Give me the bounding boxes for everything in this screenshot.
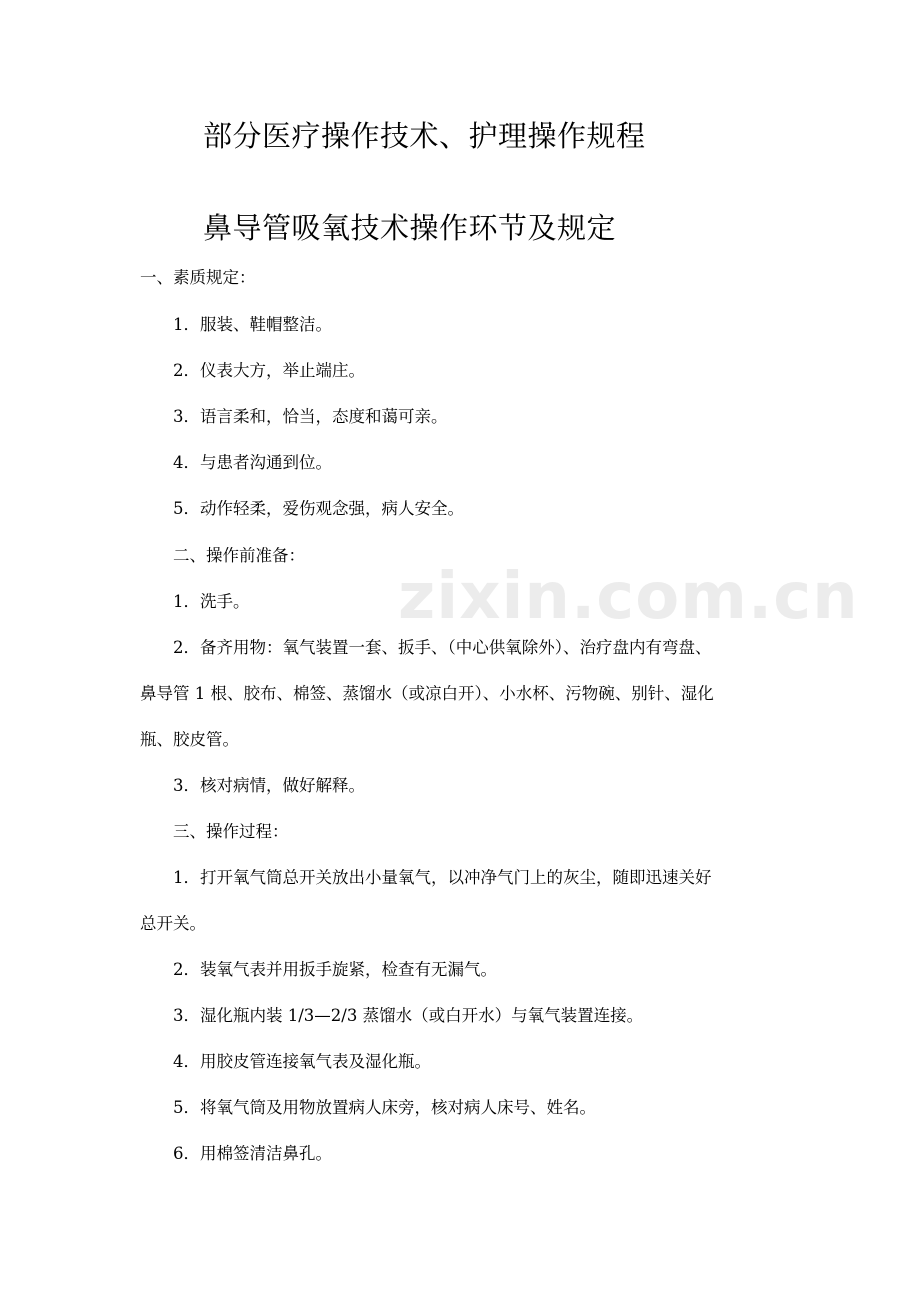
list-item: 4．用胶皮管连接氧气表及湿化瓶。 [173,1052,431,1071]
list-item: 5．将氧气筒及用物放置病人床旁，核对病人床号、姓名。 [173,1098,596,1117]
list-item: 3．语言柔和，恰当，态度和蔼可亲。 [173,407,448,426]
list-item: 5．动作轻柔，爱伤观念强，病人安全。 [173,499,464,518]
list-item: 4．与患者沟通到位。 [173,453,332,472]
list-item-continuation: 瓶、胶皮管。 [140,730,239,749]
list-item: 1．洗手。 [173,592,250,611]
list-item-continuation: 总开关。 [140,914,206,933]
section-heading: 一、素质规定： [140,268,256,287]
document-title: 部分医疗操作技术、护理操作规程 [203,119,646,153]
list-item: 1．服装、鞋帽整洁。 [173,315,332,334]
list-item: 6．用棉签清洁鼻孔。 [173,1144,332,1163]
section-heading: 二、操作前准备： [173,546,305,565]
list-item: 3．湿化瓶内装 1/3—2/3 蒸馏水（或白开水）与氧气装置连接。 [173,1006,644,1025]
watermark: zixin.com.cn [398,560,859,634]
document-subtitle: 鼻导管吸氧技术操作环节及规定 [203,211,617,245]
section-heading: 三、操作过程： [173,822,289,841]
list-item: 3．核对病情，做好解释。 [173,776,365,795]
list-item: 2．装氧气表并用扳手旋紧，检查有无漏气。 [173,960,497,979]
list-item: 2．仪表大方，举止端庄。 [173,361,365,380]
list-item: 1．打开氧气筒总开关放出小量氧气，以冲净气门上的灰尘，随即迅速关好 [173,868,712,887]
list-item-continuation: 鼻导管 1 根、胶布、棉签、蒸馏水（或凉白开）、小水杯、污物碗、别针、湿化 [140,684,714,703]
list-item: 2．备齐用物：氧气装置一套、扳手、（中心供氧除外）、治疗盘内有弯盘、 [173,638,712,657]
